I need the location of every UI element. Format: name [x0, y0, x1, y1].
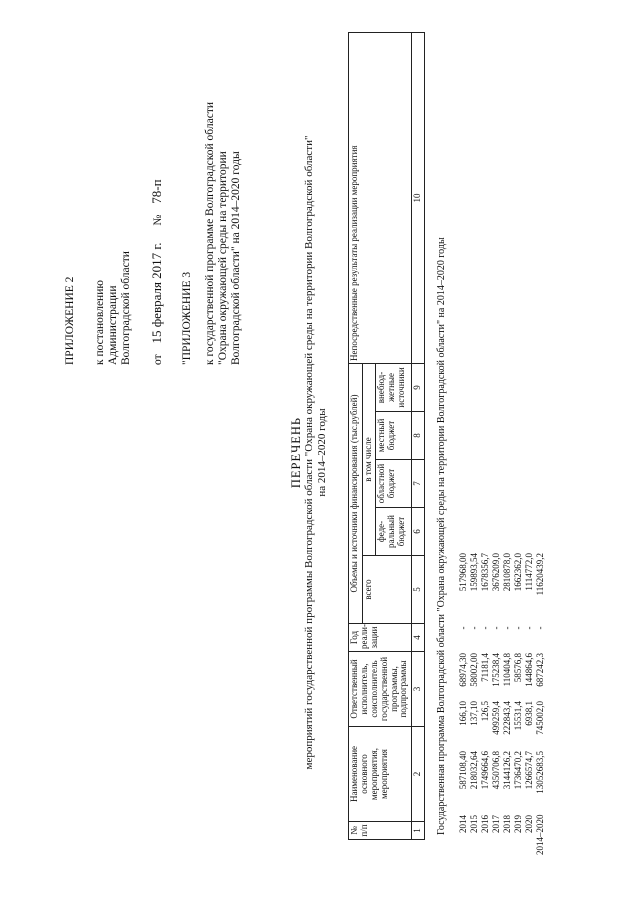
header-total: всего — [363, 556, 412, 624]
col-number-10: 10 — [411, 32, 424, 363]
cell-regional: 68974,30 — [458, 653, 468, 687]
cell-federal: 15531,4 — [513, 701, 523, 731]
col-number-7: 7 — [411, 460, 424, 508]
program-reference-line2: "Охрана окружающей среды на территории — [217, 151, 229, 365]
cell-year: 2017 — [491, 815, 501, 833]
header-federal: феде-ральный бюджет — [375, 508, 411, 556]
cell-offbudget: 11620439,2 — [535, 553, 545, 596]
cell-offbudget: 517968,00 — [458, 553, 468, 592]
cell-federal: 166,10 — [458, 701, 468, 726]
header-regional: областной бюджет — [375, 460, 411, 508]
cell-total: 1749664,6 — [480, 751, 490, 790]
cell-year: 2019 — [513, 815, 523, 833]
col-number-8: 8 — [411, 412, 424, 460]
cell-total: 3144126,2 — [502, 751, 512, 790]
section-title: Государственная программа Волгоградской области "Охрана окружающей среды на территории Волгоградской области" на 2014–2020 годы — [436, 237, 447, 835]
header-local: местный бюджет — [375, 412, 411, 460]
cell-local: - — [491, 626, 501, 630]
cell-total: 1266574,7 — [524, 751, 534, 790]
col-number-9: 9 — [411, 363, 424, 411]
cell-offbudget: 1114772,0 — [524, 553, 534, 591]
cell-year: 2014–2020 — [535, 814, 545, 855]
cell-total: 587108,40 — [458, 751, 468, 790]
cell-year: 2018 — [502, 815, 512, 833]
cell-federal: 745002,0 — [535, 701, 545, 735]
header-name: Наименование основного мероприятия, мероприятия — [349, 727, 412, 822]
program-reference-line1: к государственной программе Волгоградской области — [204, 102, 216, 365]
cell-local: - — [535, 626, 545, 630]
cell-total: 4350706,8 — [491, 751, 501, 790]
to-resolution-text: к постановлению — [94, 280, 106, 365]
col-number-5: 5 — [411, 556, 424, 624]
appendix-2-label: ПРИЛОЖЕНИЕ 2 — [64, 276, 76, 365]
cell-local: - — [469, 626, 479, 630]
col-number-3: 3 — [411, 652, 424, 727]
document-subtitle-line2: на 2014–2020 годы — [316, 408, 328, 497]
cell-federal: 137,10 — [469, 701, 479, 726]
cell-year: 2015 — [469, 815, 479, 833]
cell-total: 1736470,2 — [513, 751, 523, 790]
number-sign: № — [152, 214, 164, 226]
resolution-date: 15 февраля 2017 г. — [149, 242, 164, 344]
resolution-number: 78-п — [149, 179, 164, 204]
cell-year: 2014 — [458, 815, 468, 833]
cell-regional: 58002,00 — [469, 653, 479, 687]
cell-total: 218032,64 — [469, 751, 479, 790]
header-including: в том числе — [363, 363, 376, 555]
date-prefix: от — [152, 354, 164, 365]
header-year: Год реали-зации — [349, 624, 412, 652]
cell-offbudget: 1678356,7 — [480, 553, 490, 592]
cell-regional: 144864,6 — [524, 653, 534, 687]
cell-regional: 58576,8 — [513, 653, 523, 683]
administration-text: Администрации — [107, 285, 119, 365]
header-results: Непосредственные результаты реализации мероприятия — [349, 32, 412, 363]
appendix-3-label: "ПРИЛОЖЕНИЕ 3 — [181, 271, 193, 365]
cell-offbudget: 2810878,0 — [502, 553, 512, 592]
region-text: Волгоградской области — [120, 251, 132, 365]
col-number-6: 6 — [411, 508, 424, 556]
document-subtitle-line1: мероприятий государственной программы Волгоградской области "Охрана окружающей среды на территории Волгоградской области" — [303, 135, 315, 770]
cell-local: - — [502, 626, 512, 630]
cell-total: 13052683,5 — [535, 751, 545, 794]
cell-local: - — [513, 626, 523, 630]
cell-regional: 110404,8 — [502, 653, 512, 687]
resolution-date-line — [150, 179, 165, 365]
cell-offbudget: 1662362,0 — [513, 553, 523, 592]
col-number-2: 2 — [411, 727, 424, 822]
cell-federal: 222843,4 — [502, 701, 512, 735]
cell-local: - — [480, 626, 490, 630]
document-title: ПЕРЕЧЕНЬ — [289, 416, 303, 489]
header-num: № п/п — [349, 822, 412, 840]
cell-offbudget: 3676209,0 — [491, 553, 501, 592]
cell-regional: 175238,4 — [491, 653, 501, 687]
header-offbudget: внебюд-жетные источники — [375, 363, 411, 411]
header-executor: Ответственный исполнитель, соисполнитель государственной программы, подпрограммы — [349, 652, 412, 727]
header-volumes: Объемы и источники финансирования (тыс.рублей) — [349, 363, 363, 623]
cell-federal: 499259,4 — [491, 701, 501, 735]
cell-offbudget: 159893,54 — [469, 553, 479, 592]
cell-year: 2016 — [480, 815, 490, 833]
cell-federal: 6938,1 — [524, 701, 534, 726]
cell-federal: 126,5 — [480, 701, 490, 722]
cell-regional: 687242,3 — [535, 653, 545, 687]
program-table-header — [348, 32, 425, 840]
col-number-1: 1 — [411, 822, 424, 840]
cell-local: - — [524, 626, 534, 630]
cell-local: - — [458, 626, 468, 630]
program-reference-line3: Волгоградской области" на 2014–2020 годы — [230, 151, 242, 365]
cell-regional: 71181,4 — [480, 653, 490, 682]
cell-year: 2020 — [524, 815, 534, 833]
col-number-4: 4 — [411, 624, 424, 652]
